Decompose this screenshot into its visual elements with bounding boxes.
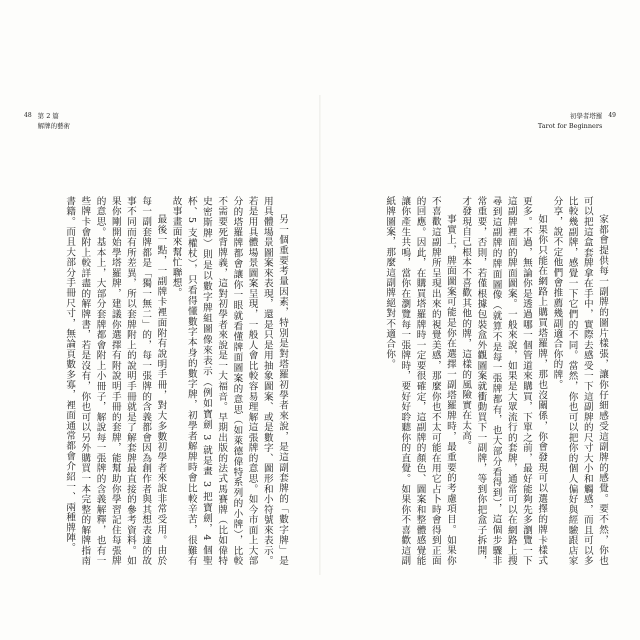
right-page-number: 49 [608,112,616,119]
right-page-body [348,196,610,566]
right-paragraph-3: 事實上，牌面圖案可能是你在選擇一副塔羅牌時，最重要的考慮項目。如果你不喜歡這副牌所呈現出來的視覺美感，那麼你也不太可能在用它占卜時會得到正面的回應。因此，在購買塔羅牌時一定要很確定，這副牌的顏色、圖案和整體感覺能讓你產生共鳴，當你在瀏覽每一張牌時，要好好聆聽你的直覺。如果你不喜歡這副紙牌圖案，那麼這副牌絕對不適合你。 [384,196,456,566]
chapter-label: 第 2 篇 [37,112,59,120]
left-paragraph-1: 另一個重要考量因素，特別是對塔羅初學者來說，是這副套牌的「數字牌」是用具體場景圖案來表現，還是只是用抽象圖案、或是數字、圖形和小符號來表示。若是用具體場景圖案呈現，一般人會比較容易理解這張牌的意思。如今市面上大部分的塔羅牌都會讓你一眼就看懂牌面圖案的意思（如萊德偉特系列的小牌），比較不需要死背牌義，這對初學者來說是一大福音。早期出版的法式馬賽牌（比如偉特史密斯牌）則是以數字牌組圖像來表示（例如寶劍 3 就是畫 3 把寶劍，4 個聖杯、5 支權杖），只看得懂數字本身的數字牌，初學者解牌時會比較辛苦，很難有故事畫面來幫忙聯想。 [170,196,288,566]
book-gutter [319,95,321,575]
right-header-titles [538,111,602,131]
left-paragraph-2: 最後一點，一副牌卡裡面附有說明手冊，對大多數初學者來說非常受用。由於每一副套牌都是「獨一無二」的，每一張牌的含義都會因為創作者與其想表達的故事不同而有所差異，所以套牌附上的說明手冊就是了解套牌最直接的參考資料。如果你剛開始學塔羅牌，建議你選擇有附說明手冊的套牌，能幫助你學習記住每張牌的意思。基本上，大部分套牌都會附上小冊子，解說每一張牌的含義解釋，也有一些牌卡會附上較詳盡的解牌書，若是沒有，你也可以另外購買一本完整的解牌指南書籍。而且大部分手冊尺寸，無論頁數多寡，裡面通常都會介紹一、兩種牌陣。 [64,196,167,566]
right-running-header [538,111,616,131]
right-paragraph-1: 家都會提供每一副牌的圖片樣張，讓你仔細感受這副牌的感覺。要不然，你也可以把這盒套牌拿在手中，實際去感受一下這副牌的尺寸大小和觸感，而且可以多比較幾副牌，感覺一下它們的不同。當然，你也可以把你的個人偏好與經驗跟店家分享，說不定他們會推薦幾副適合你的牌。 [551,196,608,566]
left-header-titles [38,111,71,131]
left-running-header [24,111,70,131]
book-title-zh: 初學者塔羅 [569,112,603,120]
book-title-en: Tarot for Beginners [537,122,603,130]
left-page-number: 48 [24,112,32,119]
left-page-body [30,196,290,566]
section-title: 解牌的藝術 [37,122,71,130]
right-paragraph-2: 如果你只能在網路上購買塔羅牌，那也沒關係，你會發現可以選擇的牌卡樣式更多。不過，無論你是透過哪一個管道來購買，下單之前，最好能夠先多瀏覽一下這副牌裡面的牌面圖案。一般來說，如果是大眾流行的套牌，通常可以在網路上搜尋到這副牌的牌面圖像（就算不是每一張牌都有，也大部分看得到），這個步驟非常重要，否則，若僅根據包裝盒外觀圖案就衝動買下一副牌，等到你把盒子拆開，才發現自己根本不喜歡其他的牌，這樣的風險實在太高。 [460,196,548,566]
